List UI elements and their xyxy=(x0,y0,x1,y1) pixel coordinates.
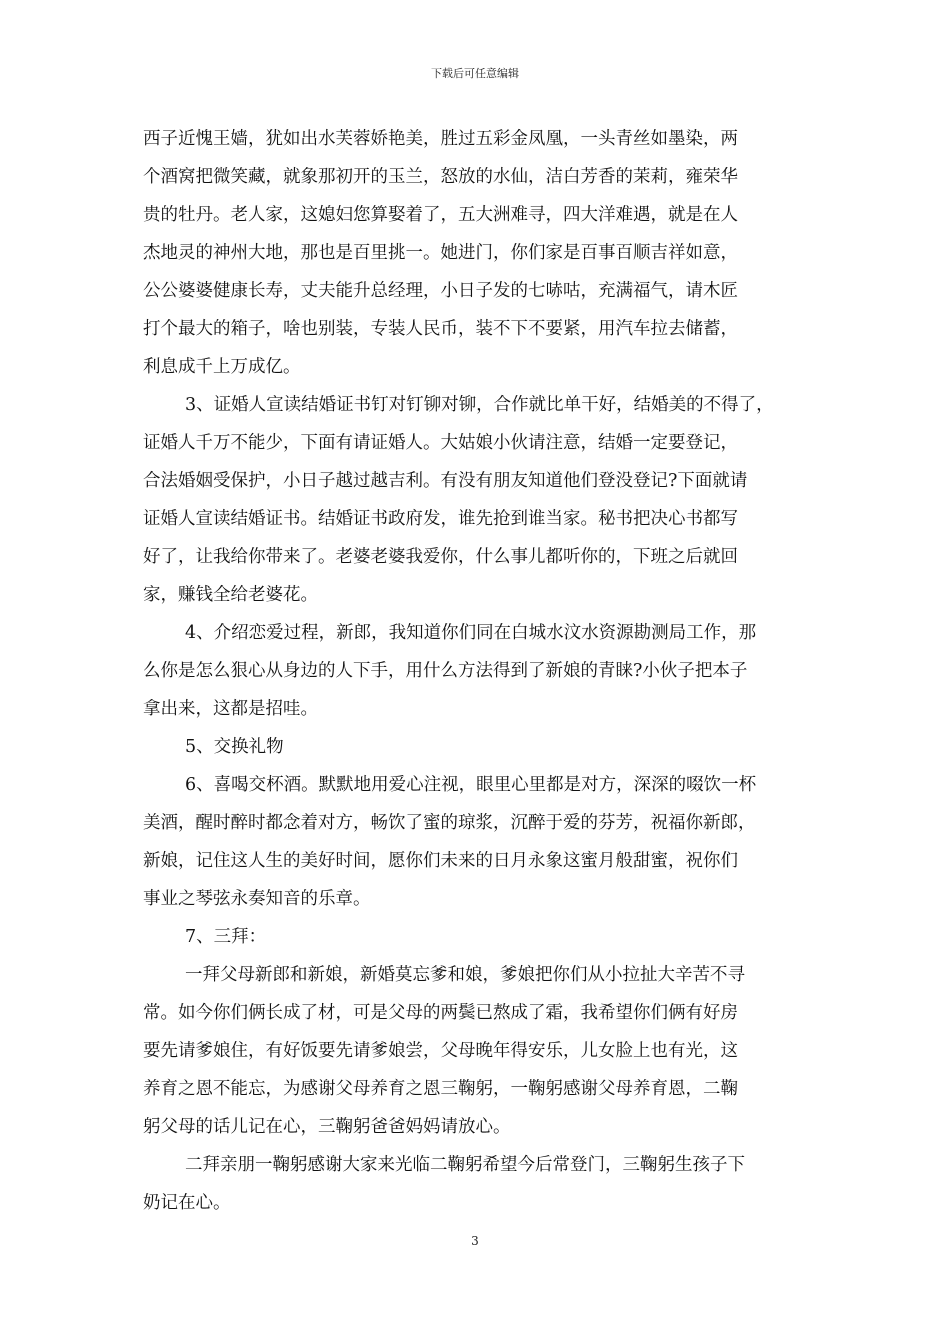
body-line: 奶记在心。 xyxy=(143,1193,231,1213)
section-line-5: 5、交换礼物 xyxy=(185,737,284,757)
body-line: 利息成千上万成亿。 xyxy=(143,357,301,377)
body-line: 家，赚钱全给老婆花。 xyxy=(143,585,318,605)
section-line-7: 7、三拜： xyxy=(185,927,267,947)
page-number: 3 xyxy=(471,1234,479,1248)
document-body xyxy=(143,120,811,1222)
body-line: 贵的牡丹。老人家，这媳妇您算娶着了，五大洲难寻，四大洋难遇，就是在人 xyxy=(143,205,738,225)
body-line: 美酒，醒时醉时都念着对方，畅饮了蜜的琼浆，沉醉于爱的芬芳，祝福你新郎， xyxy=(143,813,756,833)
section-line-6: 6、喜喝交杯酒。默默地用爱心注视，眼里心里都是对方，深深的啜饮一杯 xyxy=(185,775,757,795)
body-line: 西子近愧王嫱，犹如出水芙蓉娇艳美，胜过五彩金凤凰，一头青丝如墨染，两 xyxy=(143,129,738,149)
body-line: 合法婚姻受保护，小日子越过越吉利。有没有朋友知道他们登没登记?下面就请 xyxy=(143,471,748,491)
body-line: 么你是怎么狠心从身边的人下手，用什么方法得到了新娘的青睐?小伙子把本子 xyxy=(143,661,748,681)
paragraph-second-bow: 二拜亲朋一鞠躬感谢大家来光临二鞠躬希望今后常登门，三鞠躬生孩子下 xyxy=(185,1155,745,1175)
body-line: 事业之琴弦永奏知音的乐章。 xyxy=(143,889,371,909)
body-line: 新娘，记住这人生的美好时间，愿你们未来的日月永象这蜜月般甜蜜，祝你们 xyxy=(143,851,738,871)
body-line: 打个最大的箱子，啥也别装，专装人民币，装不下不要紧，用汽车拉去储蓄， xyxy=(143,319,738,339)
section-line-4: 4、介绍恋爱过程，新郎，我知道你们同在白城水汶水资源勘测局工作，那 xyxy=(185,623,757,643)
body-line: 证婚人千万不能少，下面有请证婚人。大姑娘小伙请注意，结婚一定要登记， xyxy=(143,433,738,453)
body-line: 杰地灵的神州大地，那也是百里挑一。她进门，你们家是百事百顺吉祥如意， xyxy=(143,243,738,263)
section-line-3: 3、证婚人宣读结婚证书钉对钉铆对铆，合作就比单干好，结婚美的不得了， xyxy=(185,395,774,415)
body-line: 公公婆婆健康长寿，丈夫能升总经理，小日子发的七哧咕，充满福气，请木匠 xyxy=(143,281,738,301)
body-line: 常。如今你们俩长成了材，可是父母的两鬓已熬成了霜，我希望你们俩有好房 xyxy=(143,1003,738,1023)
page-header: 下载后可任意编辑 xyxy=(431,67,519,80)
body-line: 证婚人宣读结婚证书。结婚证书政府发，谁先抢到谁当家。秘书把决心书都写 xyxy=(143,509,738,529)
paragraph-first-bow: 一拜父母新郎和新娘，新婚莫忘爹和娘，爹娘把你们从小拉扯大辛苦不寻 xyxy=(185,965,745,985)
body-line: 养育之恩不能忘，为感谢父母养育之恩三鞠躬，一鞠躬感谢父母养育恩，二鞠 xyxy=(143,1079,738,1099)
body-line: 个酒窝把微笑藏，就象那初开的玉兰，怒放的水仙，洁白芳香的茉莉，雍荣华 xyxy=(143,167,738,187)
body-line: 要先请爹娘住，有好饭要先请爹娘尝，父母晚年得安乐，儿女脸上也有光，这 xyxy=(143,1041,738,1061)
body-line: 躬父母的话儿记在心，三鞠躬爸爸妈妈请放心。 xyxy=(143,1117,511,1137)
body-line: 拿出来，这都是招哇。 xyxy=(143,699,318,719)
body-line: 好了，让我给你带来了。老婆老婆我爱你，什么事儿都听你的，下班之后就回 xyxy=(143,547,738,567)
